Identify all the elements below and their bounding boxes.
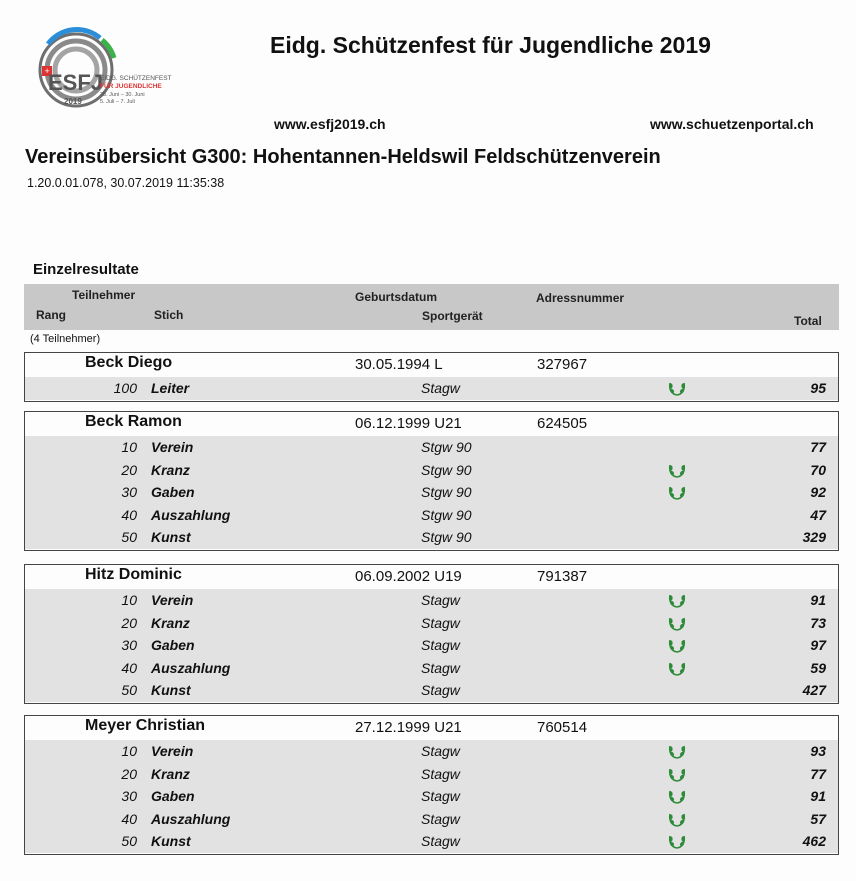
laurel-wreath-icon [667,591,687,609]
row-sportgeraet: Stagw [421,659,460,676]
row-total: 92 [810,484,826,500]
result-row [25,436,838,459]
svg-text:EIDG. SCHÜTZENFEST: EIDG. SCHÜTZENFEST [100,75,172,82]
row-total: 70 [810,461,826,478]
result-row [25,785,838,808]
row-sportgeraet: Stgw 90 [421,506,472,523]
col-rang: Rang [36,308,66,322]
shooter-block [24,352,839,402]
laurel-wreath-icon [667,614,687,632]
report-meta: 1.20.0.01.078, 30.07.2019 11:35:38 [27,176,225,190]
row-total: 57 [810,810,826,827]
row-total: 77 [810,439,826,455]
shooter-block [24,411,839,551]
row-rang: 20 [121,765,137,782]
row-total: 73 [810,614,826,631]
website-link-esfj[interactable]: www.esfj2019.ch [274,116,386,132]
shooter-block [24,564,839,704]
row-stich: Kunst [151,833,191,849]
row-stich: Auszahlung [151,810,231,827]
row-stich: Kunst [151,682,191,698]
row-sportgeraet: Stagw [421,614,460,631]
shooter-block [24,715,839,855]
row-rang: 100 [113,380,137,396]
row-stich: Verein [151,592,194,608]
svg-text:28. Juni – 30. Juni: 28. Juni – 30. Juni [100,92,145,98]
row-total: 47 [810,506,826,523]
row-stich: Verein [151,439,194,455]
table-header [24,284,839,330]
col-total: Total [794,314,822,328]
shooter-address-number: 791387 [537,568,588,585]
row-sportgeraet: Stagw [421,743,460,759]
laurel-wreath-icon [667,483,687,501]
row-stich: Gaben [151,788,195,804]
row-stich: Auszahlung [151,659,231,676]
shooter-name: Beck Ramon [85,413,182,430]
row-rang: 50 [121,529,137,545]
result-row [25,612,838,635]
col-sportgeraet: Sportgerät [422,309,483,323]
result-row [25,657,838,680]
result-row [25,830,838,853]
row-total: 427 [802,682,826,698]
row-sportgeraet: Stagw [421,765,460,782]
row-sportgeraet: Stagw [421,380,460,396]
laurel-wreath-icon [667,461,687,479]
shooter-header [25,412,838,434]
result-row [25,589,838,612]
result-row [25,504,838,527]
result-row [25,526,838,549]
row-sportgeraet: Stagw [421,788,460,804]
row-total: 91 [810,592,826,608]
row-total: 95 [810,380,826,396]
section-title: Einzelresultate [33,261,139,278]
col-teilnehmer: Teilnehmer [72,288,136,302]
laurel-wreath-icon [667,659,687,677]
shooter-header [25,716,838,738]
result-row [25,481,838,504]
laurel-wreath-icon [667,636,687,654]
row-rang: 20 [121,614,137,631]
result-row [25,740,838,763]
svg-text:FÜR JUGENDLICHE: FÜR JUGENDLICHE [100,83,162,90]
target-rings-icon [28,32,172,114]
laurel-wreath-icon [667,810,687,828]
result-row [25,679,838,702]
website-link-schuetzenportal[interactable]: www.schuetzenportal.ch [650,116,814,132]
row-rang: 10 [121,743,137,759]
row-total: 97 [810,637,826,653]
row-stich: Leiter [151,380,190,396]
svg-text:+: + [44,66,50,76]
page-title: Vereinsübersicht G300: Hohentannen-Heldswil Feldschützenverein [25,146,661,168]
svg-text:2019: 2019 [64,97,82,106]
row-total: 329 [802,529,826,545]
esfj-logo [28,32,172,114]
shooter-address-number: 624505 [537,415,588,432]
row-total: 93 [810,743,826,759]
laurel-wreath-icon [667,765,687,783]
laurel-wreath-icon [667,742,687,760]
shooter-birthdate: 06.09.2002 U19 [355,568,462,585]
row-total: 77 [810,765,826,782]
row-sportgeraet: Stgw 90 [421,484,472,500]
row-stich: Auszahlung [151,506,231,523]
shooter-header [25,565,838,587]
svg-text:5. Juli – 7. Juli: 5. Juli – 7. Juli [100,99,135,105]
row-stich: Kranz [151,461,190,478]
row-sportgeraet: Stagw [421,810,460,827]
col-geburtsdatum: Geburtsdatum [355,290,438,304]
shooter-address-number: 760514 [537,719,588,736]
shooter-birthdate: 06.12.1999 U21 [355,415,462,432]
row-sportgeraet: Stgw 90 [421,439,472,455]
shooter-name: Beck Diego [85,354,173,371]
row-sportgeraet: Stgw 90 [421,529,472,545]
row-stich: Gaben [151,637,195,653]
row-stich: Gaben [151,484,195,500]
svg-text:ESFJ: ESFJ [48,70,104,95]
row-sportgeraet: Stagw [421,833,460,849]
col-stich: Stich [154,308,184,322]
row-rang: 30 [121,788,137,804]
laurel-wreath-icon [667,379,687,397]
shooter-address-number: 327967 [537,356,588,373]
shooter-birthdate: 30.05.1994 L [355,356,443,373]
row-rang: 10 [121,439,137,455]
row-rang: 20 [121,461,137,478]
event-title: Eidg. Schützenfest für Jugendliche 2019 [270,32,711,58]
shooter-birthdate: 27.12.1999 U21 [355,719,462,736]
row-sportgeraet: Stgw 90 [421,461,472,478]
row-sportgeraet: Stagw [421,592,460,608]
row-total: 59 [810,659,826,676]
result-row [25,377,838,400]
row-stich: Verein [151,743,194,759]
row-rang: 30 [121,484,137,500]
shooter-name: Meyer Christian [85,717,206,734]
laurel-wreath-icon [667,787,687,805]
row-total: 91 [810,788,826,804]
row-rang: 50 [121,682,137,698]
shooter-header [25,353,838,375]
col-adressnummer: Adressnummer [536,291,625,305]
row-sportgeraet: Stagw [421,682,460,698]
result-row [25,459,838,482]
result-row [25,634,838,657]
row-rang: 30 [121,637,137,653]
row-rang: 40 [121,810,137,827]
row-stich: Kranz [151,765,190,782]
row-total: 462 [802,833,826,849]
row-rang: 40 [121,659,137,676]
row-stich: Kunst [151,529,191,545]
laurel-wreath-icon [667,832,687,850]
result-row [25,763,838,786]
participant-count: (4 Teilnehmer) [30,333,101,345]
row-sportgeraet: Stagw [421,637,460,653]
row-rang: 50 [121,833,137,849]
row-rang: 10 [121,592,137,608]
result-row [25,808,838,831]
row-stich: Kranz [151,614,190,631]
shooter-name: Hitz Dominic [85,566,182,583]
row-rang: 40 [121,506,137,523]
